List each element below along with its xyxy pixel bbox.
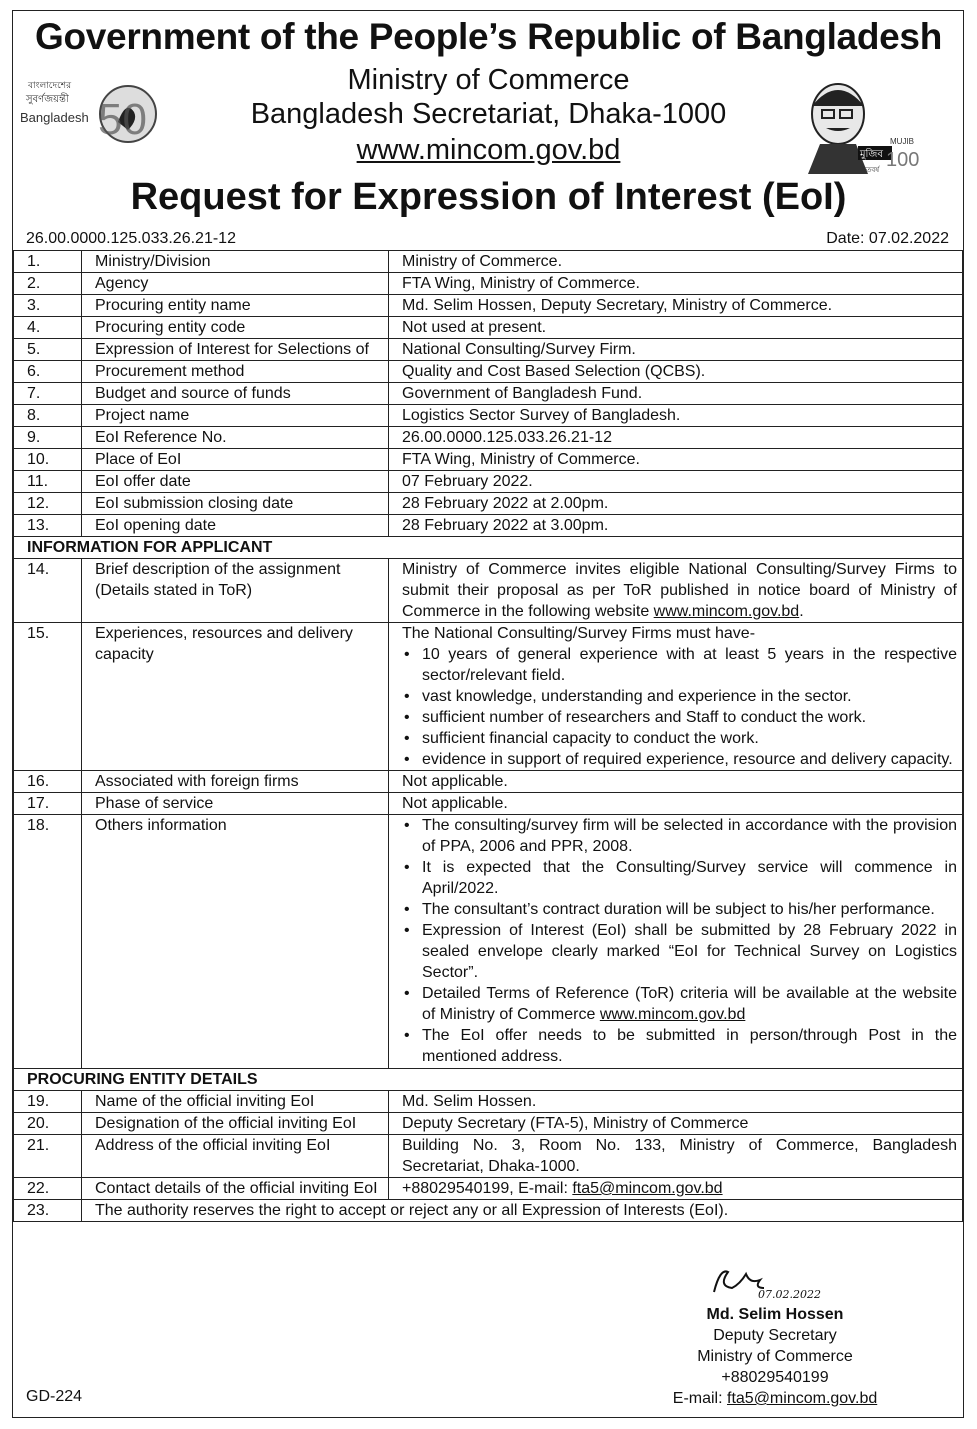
table-row: 17. Phase of service Not applicable. [14, 793, 963, 815]
signature-date: 07.02.2022 [758, 1288, 821, 1301]
list-item: • Expression of Interest (EoI) shall be submitted by 28 February 2022 in sealed envelope clearly marked “EoI for Technical Survey on Logistics Sector”. [422, 920, 957, 983]
mincom-link[interactable]: www.mincom.gov.bd [653, 603, 800, 620]
signatory-email[interactable]: fta5@mincom.gov.bd [727, 1390, 878, 1407]
cell-no: 1. [14, 251, 82, 273]
cell-label: EoI Reference No. [82, 427, 389, 449]
cell-value: Deputy Secretary (FTA-5), Ministry of Commerce [389, 1113, 963, 1135]
cell-value: 28 February 2022 at 3.00pm. [389, 515, 963, 537]
list-item: • vast knowledge, understanding and experience in the sector. [422, 686, 957, 707]
signatory-name: Md. Selim Hossen [706, 1306, 844, 1323]
list-item: • The EoI offer needs to be submitted in person/through Post in the mentioned address. [422, 1025, 957, 1067]
logo-right-bn: মুজিব [860, 149, 883, 160]
cell-no: 2. [14, 273, 82, 295]
cell-label: Budget and source of funds [82, 383, 389, 405]
memo-reference: 26.00.0000.125.033.26.21-12 [26, 230, 236, 247]
mincom-link[interactable]: www.mincom.gov.bd [599, 1006, 746, 1023]
cell-label: Designation of the official inviting EoI [82, 1113, 389, 1135]
cell-value: Md. Selim Hossen, Deputy Secretary, Ministry of Commerce. [389, 295, 963, 317]
table-row [14, 493, 963, 515]
cell-label: EoI opening date [82, 515, 389, 537]
cell-no: 11. [14, 471, 82, 493]
eoi-table [13, 250, 963, 1222]
cell-label: Place of EoI [82, 449, 389, 471]
logo-right-bn-2: শতবর্ষ [862, 166, 880, 174]
cell-label: Address of the official inviting EoI [82, 1135, 389, 1178]
cell-value: Logistics Sector Survey of Bangladesh. [389, 405, 963, 427]
cell-value: National Consulting/Survey Firm. [389, 339, 963, 361]
cell-no: 6. [14, 361, 82, 383]
cell-value: 28 February 2022 at 2.00pm. [389, 493, 963, 515]
cell-value: Ministry of Commerce. [389, 251, 963, 273]
list-item: • The consultant’s contract duration will be subject to his/her performance. [422, 899, 957, 920]
cell-value: 07 February 2022. [389, 471, 963, 493]
cell-label: Agency [82, 273, 389, 295]
cell-no: 7. [14, 383, 82, 405]
ministry-heading: Ministry of Commerce [347, 64, 630, 96]
table-row [14, 295, 963, 317]
memo-date: Date: 07.02.2022 [826, 230, 949, 247]
logo-left-bn-2: সুবর্ণজয়ন্তী [26, 94, 69, 105]
experience-list [402, 644, 957, 770]
cell-no: 9. [14, 427, 82, 449]
cell-label: EoI submission closing date [82, 493, 389, 515]
signature-block: Md. Selim Hossen Deputy Secretary Ministry of Commerce +88029540199 E-mail: fta5@mincom.gov.bd [640, 1304, 910, 1409]
logo-left-number: 50 [98, 95, 147, 144]
table-row [14, 449, 963, 471]
table-row: 14. Brief description of the assignment (Details stated in ToR) Ministry of Commerce invites eligible National Consulting/Survey Firms to submit their proposal as per ToR published in notice board of Ministry of Commerce in the following website www.mincom.gov.bd. [14, 559, 963, 623]
others-list [402, 815, 957, 1067]
cell-label: Name of the official inviting EoI [82, 1091, 389, 1113]
list-item: • sufficient financial capacity to conduct the work. [422, 728, 957, 749]
cell-label: EoI offer date [82, 471, 389, 493]
cell-no: 21. [14, 1135, 82, 1178]
cell-value: FTA Wing, Ministry of Commerce. [389, 449, 963, 471]
cell-value: Government of Bangladesh Fund. [389, 383, 963, 405]
list-item: • sufficient number of researchers and Staff to conduct the work. [422, 707, 957, 728]
page-title: Request for Expression of Interest (EoI) [130, 176, 847, 218]
table-row [14, 1113, 963, 1135]
cell-label: Project name [82, 405, 389, 427]
section-applicant: INFORMATION FOR APPLICANT [14, 537, 963, 559]
logo-left-bn-1: বাংলাদেশের [28, 81, 72, 91]
cell-no: 12. [14, 493, 82, 515]
section-entity: PROCURING ENTITY DETAILS [14, 1069, 963, 1091]
cell-label: Procuring entity name [82, 295, 389, 317]
table-row: 15. Experiences, resources and delivery capacity The National Consulting/Survey Firms must have- • 10 years of general experience with at least 5 years in the respective sector/relevant field. • vast knowledge, understanding and experience in the sector. • sufficient number of researchers and Staff to conduct the work. • sufficient financial capacity to conduct the work. • evidence in support of required experience, resource and delivery capacity. [14, 623, 963, 771]
cell-label: Procuring entity code [82, 317, 389, 339]
logo-right-text: MUJIB [890, 137, 914, 146]
address-heading: Bangladesh Secretariat, Dhaka-1000 [250, 98, 727, 130]
website-link[interactable]: www.mincom.gov.bd [356, 134, 621, 166]
table-row [14, 515, 963, 537]
footer-code: GD-224 [26, 1388, 83, 1405]
signature-scribble [706, 1262, 826, 1302]
email-link[interactable]: fta5@mincom.gov.bd [572, 1180, 723, 1197]
table-row: 18. Others information • The consulting/survey firm will be selected in accordance with the provision of PPA, 2006 and PPR, 2008. • It is expected that the Consulting/Survey service will commence in April/2022. • The consultant’s contract duration will be subject to his/her performance. • Expression of Interest (EoI) shall be submitted by 28 February 2022 in sealed envelope clearly marked “EoI for Technical Survey on Logistics Sector”. • Detailed Terms of Reference (ToR) criteria will be available at the website of Ministry of Commerce www.mincom.gov.bd • The EoI offer needs to be submitted in person/through Post in the mentioned address. [14, 815, 963, 1069]
table-row [14, 317, 963, 339]
logo-right-number: 100 [886, 149, 920, 171]
cell-no: 4. [14, 317, 82, 339]
list-item: • evidence in support of required experience, resource and delivery capacity. [422, 749, 957, 770]
list-item: • It is expected that the Consulting/Survey service will commence in April/2022. [422, 857, 957, 899]
golden-jubilee-logo [18, 72, 158, 158]
signatory-office: Ministry of Commerce [697, 1348, 853, 1365]
table-row [14, 1135, 963, 1178]
cell-no: 20. [14, 1113, 82, 1135]
cell-no: 13. [14, 515, 82, 537]
cell-label: Procurement method [82, 361, 389, 383]
signatory-designation: Deputy Secretary [713, 1327, 837, 1344]
cell-value: Md. Selim Hossen. [389, 1091, 963, 1113]
signatory-phone: +88029540199 [721, 1369, 829, 1386]
government-heading: Government of the People’s Republic of Bangladesh [34, 16, 942, 57]
cell-value: FTA Wing, Ministry of Commerce. [389, 273, 963, 295]
list-item: • The consulting/survey firm will be selected in accordance with the provision of PPA, 2006 and PPR, 2008. [422, 815, 957, 857]
table-row [14, 339, 963, 361]
table-row [14, 251, 963, 273]
table-row [14, 471, 963, 493]
table-row: 22. Contact details of the official inviting EoI +88029540199, E-mail: fta5@mincom.gov.bd [14, 1178, 963, 1200]
list-item: • 10 years of general experience with at least 5 years in the respective sector/relevant field. [422, 644, 957, 686]
table-row [14, 383, 963, 405]
cell-value: Quality and Cost Based Selection (QCBS). [389, 361, 963, 383]
cell-value: Building No. 3, Room No. 133, Ministry of Commerce, Bangladesh Secretariat, Dhaka-1000. [389, 1135, 963, 1178]
cell-value: Not used at present. [389, 317, 963, 339]
mujib-borsho-logo [790, 76, 925, 174]
cell-no: 10. [14, 449, 82, 471]
table-row [14, 1091, 963, 1113]
table-row [14, 361, 963, 383]
cell-label: Expression of Interest for Selections of [82, 339, 389, 361]
list-item: • Detailed Terms of Reference (ToR) criteria will be available at the website of Ministry of Commerce www.mincom.gov.bd [422, 983, 957, 1025]
cell-label: Ministry/Division [82, 251, 389, 273]
table-row [14, 405, 963, 427]
cell-no: 8. [14, 405, 82, 427]
cell-no: 3. [14, 295, 82, 317]
cell-no: 5. [14, 339, 82, 361]
table-row: 23. The authority reserves the right to accept or reject any or all Expression of Interests (EoI). [14, 1200, 963, 1222]
table-row [14, 427, 963, 449]
table-row: 16. Associated with foreign firms Not applicable. [14, 771, 963, 793]
cell-value: 26.00.0000.125.033.26.21-12 [389, 427, 963, 449]
cell-no: 19. [14, 1091, 82, 1113]
table-row [14, 273, 963, 295]
logo-left-text: Bangladesh [20, 110, 89, 125]
